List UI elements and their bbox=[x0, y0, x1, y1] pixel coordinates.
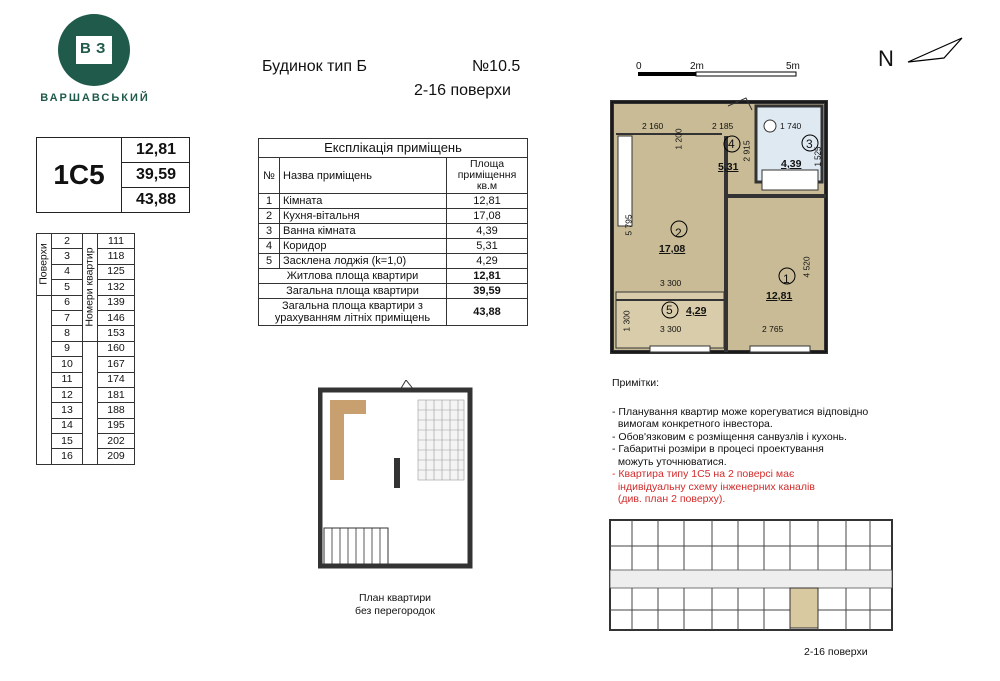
apartment-number: 132 bbox=[98, 280, 135, 295]
apartment-number: 209 bbox=[98, 449, 135, 464]
floor-number: 14 bbox=[52, 418, 83, 433]
floors-table bbox=[36, 233, 135, 465]
floor-number: 4 bbox=[52, 264, 83, 279]
room-name: Кухня-вітальня bbox=[280, 209, 447, 224]
notes-title: Примітки: bbox=[612, 377, 659, 389]
dim-2185: 2 185 bbox=[712, 121, 734, 131]
explication-title: Експлікація приміщень bbox=[259, 139, 528, 158]
floor-number: 5 bbox=[52, 280, 83, 295]
scale-tick-2m: 2m bbox=[690, 61, 704, 72]
total-name: Житлова площа квартири bbox=[259, 269, 447, 284]
floor-number: 9 bbox=[52, 341, 83, 356]
room-name: Кімната bbox=[280, 194, 447, 209]
floor-number: 7 bbox=[52, 310, 83, 325]
explication-total-row bbox=[259, 269, 528, 284]
apartment-code: 1С5 bbox=[37, 138, 122, 212]
apartment-number: 167 bbox=[98, 357, 135, 372]
building-number: №10.5 bbox=[472, 58, 521, 75]
building-floor-plan bbox=[608, 518, 894, 632]
apartments-label: Номери квартир bbox=[83, 247, 96, 327]
explication-table bbox=[258, 138, 528, 326]
room-area: 4,29 bbox=[447, 254, 528, 269]
apartments-label-cell-empty bbox=[83, 341, 98, 464]
note-red-line-3: (див. план 2 поверху). bbox=[612, 493, 726, 505]
apartments-label-cell bbox=[83, 234, 98, 342]
total-area: 39,59 bbox=[447, 284, 528, 299]
room-4-area: 5,31 bbox=[718, 161, 739, 173]
apartment-number: 174 bbox=[98, 372, 135, 387]
room-name: Ванна кімната bbox=[280, 224, 447, 239]
floor-number: 12 bbox=[52, 387, 83, 402]
room-1-area: 12,81 bbox=[766, 290, 793, 302]
logo-letter-v: В bbox=[80, 40, 91, 57]
apartment-floor-plan bbox=[610, 96, 830, 358]
scale-tick-5m: 5m bbox=[786, 61, 800, 72]
room-5-area: 4,29 bbox=[686, 305, 707, 317]
total-area: 39,59 bbox=[135, 166, 177, 183]
room-2-number: 2 bbox=[675, 226, 682, 240]
empty-plan-caption-2: без перегородок bbox=[355, 605, 435, 617]
room-3-number: 3 bbox=[806, 137, 813, 151]
room-area: 12,81 bbox=[447, 194, 528, 209]
total-area-summer: 43,88 bbox=[135, 191, 177, 208]
note-red-line-1: - Квартира типу 1С5 на 2 поверсі має bbox=[612, 468, 795, 480]
scale-bar bbox=[630, 60, 810, 80]
apartment-number: 195 bbox=[98, 418, 135, 433]
apartment-number: 153 bbox=[98, 326, 135, 341]
apartment-number: 146 bbox=[98, 310, 135, 325]
dim-3300-b: 3 300 bbox=[660, 324, 682, 334]
apartment-number: 188 bbox=[98, 403, 135, 418]
note-line-5: можуть уточнюватися. bbox=[612, 455, 727, 468]
empty-plan-caption-1: План квартири bbox=[358, 592, 432, 604]
note-line-4: - Габаритні розміри в процесі проектування bbox=[612, 443, 824, 455]
room-number: 5 bbox=[259, 254, 280, 269]
apartment-number: 202 bbox=[98, 434, 135, 449]
empty-floor-plan bbox=[318, 380, 474, 570]
col-name-header: Назва приміщень bbox=[280, 158, 447, 194]
total-area: 43,88 bbox=[447, 299, 528, 326]
apartment-number: 125 bbox=[98, 264, 135, 279]
room-area: 4,39 bbox=[447, 224, 528, 239]
floors-row bbox=[37, 234, 135, 249]
apartment-number: 181 bbox=[98, 387, 135, 402]
dim-1740: 1 740 bbox=[780, 121, 802, 131]
notes-block bbox=[612, 377, 912, 506]
floors-label-cell-empty bbox=[37, 295, 52, 464]
north-arrow-icon bbox=[904, 36, 966, 66]
explication-row bbox=[259, 209, 528, 224]
dim-2765: 2 765 bbox=[762, 324, 784, 334]
logo-flag-icon bbox=[76, 36, 112, 64]
explication-row bbox=[259, 254, 528, 269]
room-number: 4 bbox=[259, 239, 280, 254]
room-2-area: 17,08 bbox=[659, 243, 686, 255]
apartment-number: 111 bbox=[98, 234, 135, 249]
floor-plan-caption: 2-16 поверхи bbox=[804, 646, 868, 658]
apartment-number: 139 bbox=[98, 295, 135, 310]
dim-4520: 4 520 bbox=[801, 256, 812, 278]
room-area: 5,31 bbox=[447, 239, 528, 254]
north-label: N bbox=[878, 46, 894, 71]
floor-number: 13 bbox=[52, 403, 83, 418]
room-name: Засклена лоджія (k=1,0) bbox=[280, 254, 447, 269]
floors-label: Поверхи bbox=[37, 243, 50, 286]
floors-range: 2-16 поверхи bbox=[414, 82, 511, 99]
col-num-header: № bbox=[259, 158, 280, 194]
room-name: Коридор bbox=[280, 239, 447, 254]
floor-number: 6 bbox=[52, 295, 83, 310]
apartment-number: 118 bbox=[98, 249, 135, 264]
explication-row bbox=[259, 224, 528, 239]
scale-tick-0: 0 bbox=[636, 61, 642, 72]
building-type: Будинок тип Б bbox=[262, 58, 367, 75]
room-3-area: 4,39 bbox=[781, 158, 802, 170]
room-number: 2 bbox=[259, 209, 280, 224]
note-line-3: - Обов'язковим є розміщення санвузлів і кухонь. bbox=[612, 430, 847, 443]
total-name: Загальна площа квартири bbox=[259, 284, 447, 299]
dim-1300: 1 300 bbox=[621, 310, 632, 332]
room-5-number: 5 bbox=[666, 303, 673, 317]
floor-number: 16 bbox=[52, 449, 83, 464]
floor-number: 11 bbox=[52, 372, 83, 387]
room-number: 3 bbox=[259, 224, 280, 239]
note-red-line-2: індивідуальну схему інженерних каналів bbox=[612, 480, 815, 493]
dim-1200: 1 200 bbox=[673, 128, 684, 150]
explication-row bbox=[259, 194, 528, 209]
explication-total-row bbox=[259, 284, 528, 299]
living-area: 12,81 bbox=[135, 141, 177, 158]
col-area-header: Площа приміщення кв.м bbox=[447, 158, 528, 194]
note-line-1: - Планування квартир може корегуватися відповідно bbox=[612, 405, 869, 418]
apartment-type-box bbox=[36, 137, 190, 213]
floor-number: 3 bbox=[52, 249, 83, 264]
note-line-2: вимогам конкретного інвестора. bbox=[612, 418, 773, 430]
total-name: Загальна площа квартири з урахуванням літніх приміщень bbox=[259, 299, 447, 326]
explication-row bbox=[259, 239, 528, 254]
floor-number: 10 bbox=[52, 357, 83, 372]
dim-2160: 2 160 bbox=[642, 121, 664, 131]
dim-5795: 5 795 bbox=[623, 214, 634, 236]
explication-total-row bbox=[259, 299, 528, 326]
floor-number: 8 bbox=[52, 326, 83, 341]
floor-number: 2 bbox=[52, 234, 83, 249]
apartment-number: 160 bbox=[98, 341, 135, 356]
logo-name: ВАРШАВСЬКИЙ bbox=[40, 92, 150, 104]
dim-2915: 2 915 bbox=[741, 140, 752, 162]
room-1-number: 1 bbox=[783, 272, 790, 286]
room-4-number: 4 bbox=[728, 137, 735, 151]
room-area: 17,08 bbox=[447, 209, 528, 224]
logo-letter-z: З bbox=[96, 40, 106, 57]
dim-1525: 1 525 bbox=[813, 146, 823, 167]
room-number: 1 bbox=[259, 194, 280, 209]
floors-label-cell bbox=[37, 234, 52, 296]
total-area: 12,81 bbox=[447, 269, 528, 284]
dim-3300-a: 3 300 bbox=[660, 278, 682, 288]
floor-number: 15 bbox=[52, 434, 83, 449]
